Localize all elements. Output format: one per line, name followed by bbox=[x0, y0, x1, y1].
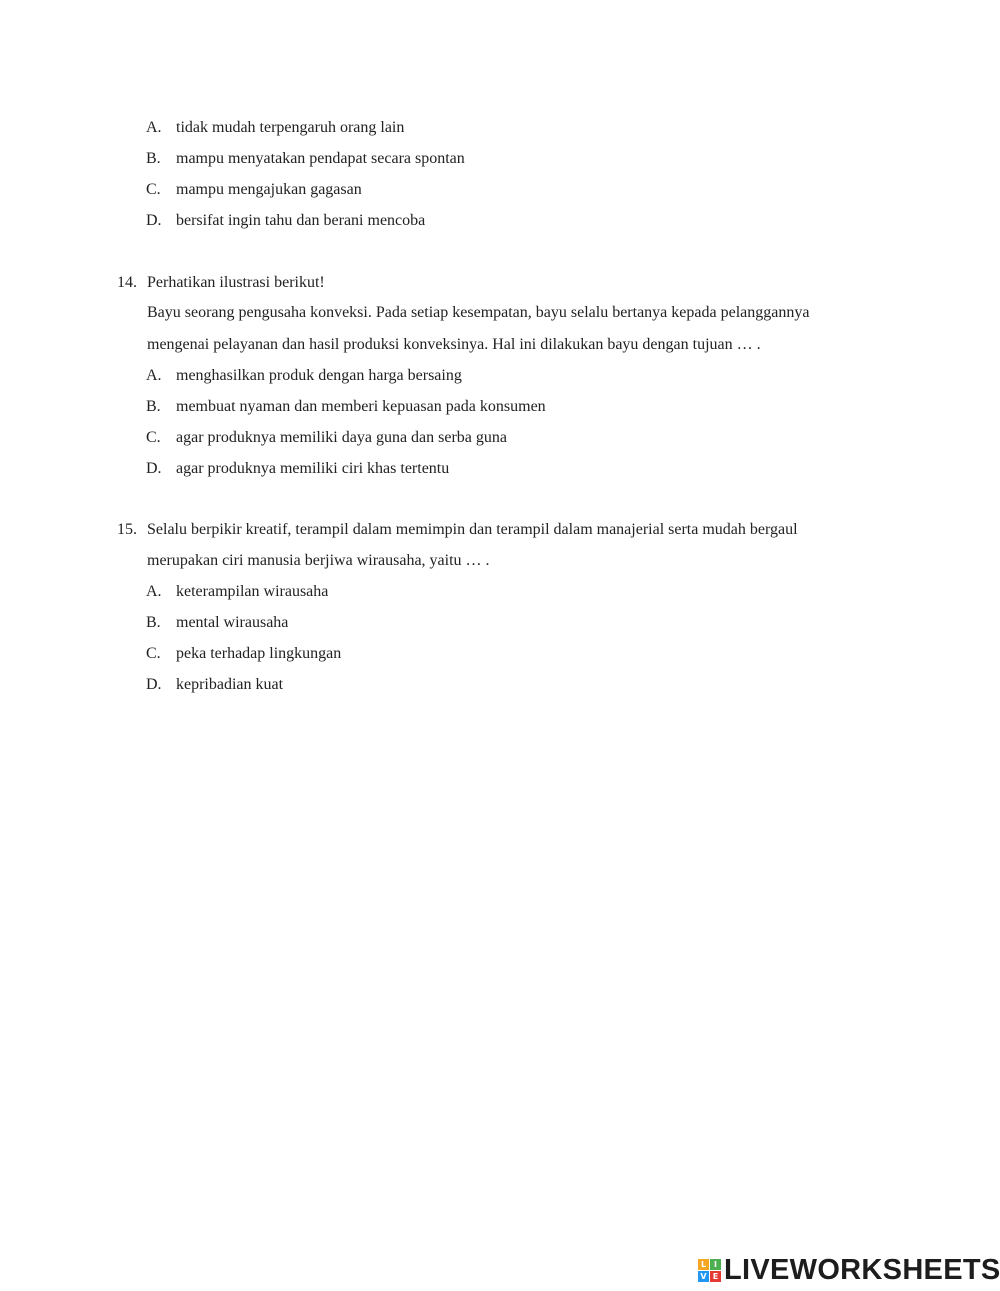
option-text: menghasilkan produk dengan harga bersaing bbox=[176, 367, 462, 384]
option-letter: D. bbox=[146, 212, 162, 229]
logo-cell: E bbox=[710, 1271, 721, 1282]
liveworksheets-logo bbox=[698, 1256, 1000, 1284]
option-text: mampu menyatakan pendapat secara spontan bbox=[176, 150, 465, 167]
option-letter: A. bbox=[146, 367, 162, 384]
logo-wordmark: LIVEWORKSHEETS bbox=[724, 1254, 1000, 1286]
option-letter: C. bbox=[146, 645, 161, 662]
option-text: kepribadian kuat bbox=[176, 676, 284, 693]
option-letter: C. bbox=[146, 181, 161, 198]
option-letter: B. bbox=[146, 614, 161, 631]
question-text-line: Bayu seorang pengusaha konveksi. Pada setiap kesempatan, bayu selalu bertanya kepada pelanggannya bbox=[147, 304, 810, 321]
option-text: agar produknya memiliki ciri khas tertentu bbox=[176, 460, 450, 477]
option-letter: B. bbox=[146, 398, 161, 415]
logo-cell: V bbox=[698, 1271, 709, 1282]
question-text-line: merupakan ciri manusia berjiwa wirausaha, yaitu … . bbox=[147, 552, 490, 569]
live-blocks-icon bbox=[698, 1259, 721, 1282]
option-text: keterampilan wirausaha bbox=[176, 583, 329, 600]
question-number: 15. bbox=[117, 521, 137, 538]
logo-cell: I bbox=[710, 1259, 721, 1270]
question-number: 14. bbox=[117, 274, 137, 291]
option-text: agar produknya memiliki daya guna dan serba guna bbox=[176, 429, 507, 446]
option-letter: A. bbox=[146, 119, 162, 136]
option-letter: D. bbox=[146, 676, 162, 693]
option-text: tidak mudah terpengaruh orang lain bbox=[176, 119, 405, 136]
option-letter: B. bbox=[146, 150, 161, 167]
option-text: peka terhadap lingkungan bbox=[176, 645, 342, 662]
question-text-line: mengenai pelayanan dan hasil produksi konveksinya. Hal ini dilakukan bayu dengan tujuan … . bbox=[147, 336, 761, 353]
option-text: mental wirausaha bbox=[176, 614, 289, 631]
option-text: bersifat ingin tahu dan berani mencoba bbox=[176, 212, 426, 229]
option-text: membuat nyaman dan memberi kepuasan pada konsumen bbox=[176, 398, 546, 415]
question-text-line: Selalu berpikir kreatif, terampil dalam memimpin dan terampil dalam manajerial serta mudah bergaul bbox=[147, 521, 798, 538]
option-letter: A. bbox=[146, 583, 162, 600]
question-text-line: Perhatikan ilustrasi berikut! bbox=[147, 274, 325, 291]
option-text: mampu mengajukan gagasan bbox=[176, 181, 362, 198]
logo-cell: L bbox=[698, 1259, 709, 1270]
option-letter: D. bbox=[146, 460, 162, 477]
option-letter: C. bbox=[146, 429, 161, 446]
